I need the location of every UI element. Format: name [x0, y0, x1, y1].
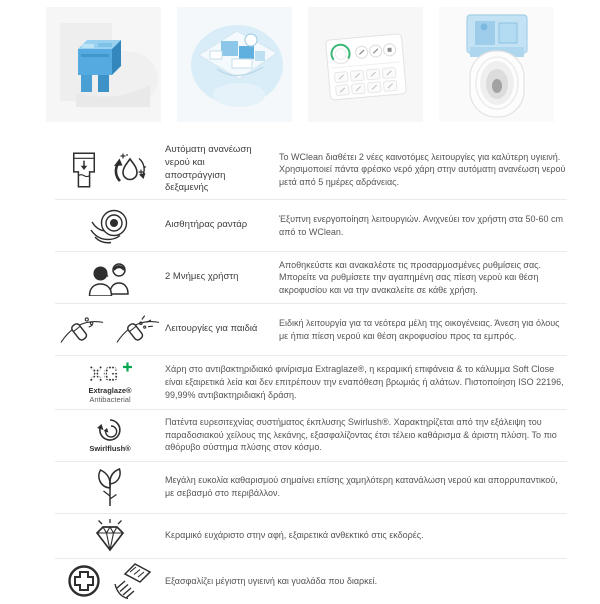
extraglaze-xg-icon [87, 360, 133, 385]
feature-description: Χάρη στο αντιβακτηριδιακό φινίρισμα Extraglaze®, η κεραμική επιφάνεια & το κάλυμμα Soft Close είναι εξαιρετικά λεία και δεν επιτρέπουν την εναπόθεση βρωμιάς ή αλάτων. Πιστοποίηση ISO 22196, 99,99% αντιβακτηριδιακή δράση. [165, 364, 564, 400]
antibacterial-label: Antibacterial [89, 394, 131, 404]
swirlflush-swirl-icon [95, 417, 125, 443]
feature-row-eco [55, 462, 567, 514]
nozzle-spray-icon [116, 313, 160, 347]
feature-description: Μεγάλη ευκολία καθαρισμού σημαίνει επίσης χαμηλότερη κατανάλωση νερού και απορρυπαντικού, με σεβασμό στο περιβάλλον. [165, 475, 558, 498]
feature-row-radar-sensor [55, 200, 567, 252]
nozzle-icon [60, 313, 104, 347]
feature-row-extraglaze [55, 356, 567, 409]
feature-description: Αποθηκεύστε και ανακαλέστε τις προσαρμοσμένες ρυθμίσεις σας. Μπορείτε να ρυθμίσετε την αγαπημένη σας πίεση νερού και θέση ακροφυσίου και να την ανακαλείτε σε κάθε χρήση. [279, 259, 542, 296]
radar-sensor-icon [89, 208, 131, 244]
product-gallery [0, 0, 600, 122]
extraglaze-logo [87, 360, 133, 404]
feature-title: Λειτουργίες για παιδιά [165, 323, 258, 335]
feature-description: Πατέντα ευρεσιτεχνίας συστήματος έκπλυσης Swirlush®. Χαρακτηρίζεται από την εξάλειψη του παραδοσιακού χείλους της λεκάνης, εξασφαλίζοντας έτσι τέλειο καθάρισμα & άριστη πλύση. Το πιο αθόρυβο σύστημα πλύσης στον κόσμο. [165, 417, 557, 453]
feature-description: Εξασφαλίζει μέγιστη υγιεινή και γυαλάδα που διαρκεί. [165, 575, 378, 586]
eco-leaf-icon [93, 467, 127, 507]
water-renewal-icon [110, 150, 150, 190]
toilet-internals-render [177, 7, 292, 122]
cistern-drain-icon [70, 151, 98, 189]
gallery-image-internals [177, 7, 292, 122]
svg-text:XG: XG [89, 363, 120, 386]
gallery-image-control-panel [308, 7, 423, 122]
feature-description: Ειδική λειτουργία για τα νεότερα μέλη της οικογένειας. Άνεση για όλους με ήπια πίεση νερού και θέση ακροφυσίου προς τα εμπρός. [279, 318, 560, 341]
two-user-memories-icon [87, 260, 133, 296]
feature-row-swirlflush [55, 410, 567, 462]
feature-title: Αυτόματη ανανέωση νερού και αποστράγγιση δεξαμενής [165, 144, 252, 194]
extraglaze-label: Extraglaze® [88, 386, 132, 396]
swirlflush-logo [89, 417, 130, 454]
feature-description: Κεραμικό ευχάριστο στην αφή, εξαιρετικά ανθεκτικό στις εκδορές. [165, 530, 424, 541]
swirlflush-label: Swirlflush® [89, 443, 131, 453]
hygiene-cross-icon [67, 564, 101, 598]
feature-row-auto-water-renewal [55, 140, 567, 200]
feature-row-kids-functions [55, 304, 567, 356]
feature-title: Αισθητήρας ραντάρ [165, 219, 248, 231]
gallery-image-toilet-top [439, 7, 554, 122]
feature-row-hygiene [55, 559, 567, 604]
toilet-top-view-render [439, 7, 554, 122]
feature-list [0, 122, 600, 604]
gallery-image-cistern [46, 7, 161, 122]
feature-description: Το WClean διαθέτει 2 νέες καινοτόμες λειτουργίες για καλύτερη υγιεινή. Χρησιμοποιεί πάντα φρέσκο νερό χάρη στην αυτόματη ανανέωση νερού μετά από 5 ημέρες αδράνειας. [279, 151, 566, 187]
cistern-tank-render [46, 7, 161, 122]
feature-row-scratch-resistant [55, 514, 567, 559]
feature-title: 2 Μνήμες χρήστη [165, 271, 239, 283]
control-panel-render [308, 7, 423, 122]
feature-row-user-memories [55, 252, 567, 304]
feature-description: Έξυπνη ενεργοποίηση λειτουργιών. Ανιχνεύει τον χρήστη στα 50-60 cm από το WClean. [279, 214, 564, 237]
diamond-icon [90, 519, 130, 552]
easy-clean-wipe-icon [113, 563, 153, 599]
